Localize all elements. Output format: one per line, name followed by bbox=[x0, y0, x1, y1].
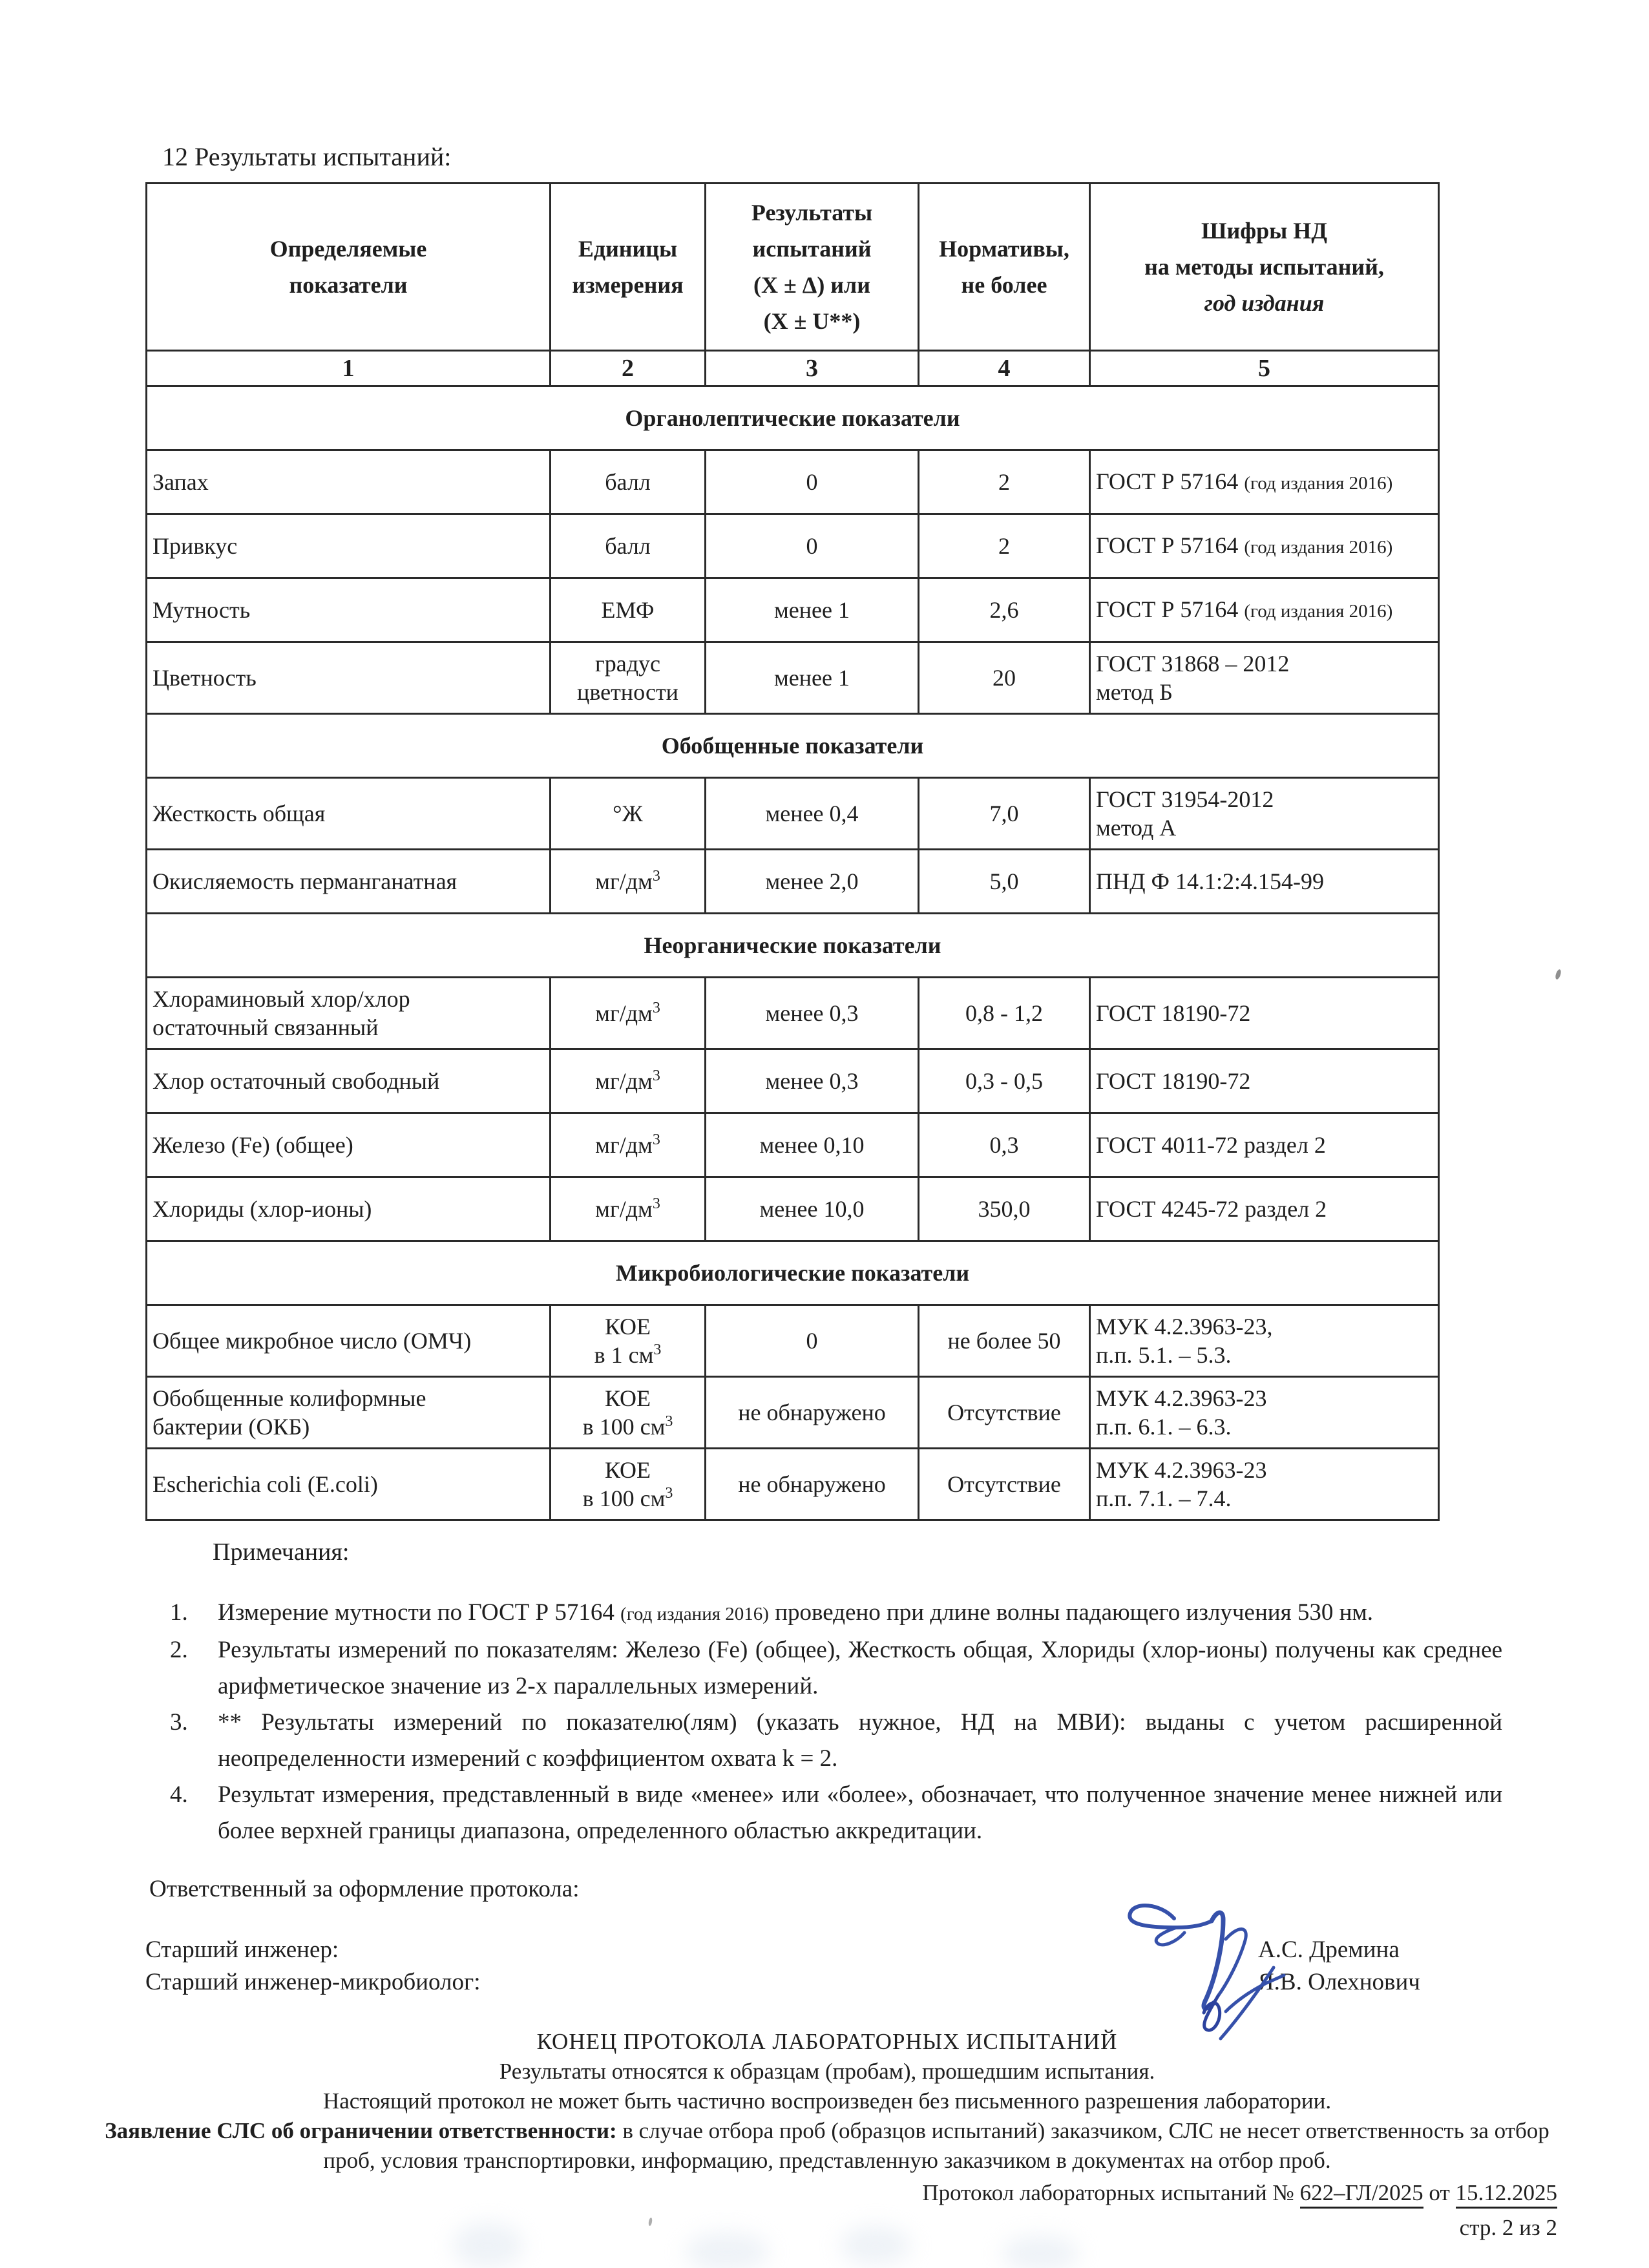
section-title-cell: Обобщенные показатели bbox=[147, 714, 1439, 778]
scan-artifact bbox=[840, 2226, 911, 2265]
cell-result: 0 bbox=[706, 450, 919, 514]
cell-result: 0 bbox=[706, 1305, 919, 1377]
cell-indicator bbox=[147, 850, 551, 914]
cell-result: не обнаружено bbox=[706, 1377, 919, 1449]
note-small-text: (год издания 2016) bbox=[620, 1604, 769, 1624]
note-number: 4. bbox=[170, 1781, 188, 1808]
cell-indicator bbox=[147, 1449, 551, 1520]
signature-role: Старший инженер: bbox=[145, 1937, 339, 1963]
footer-line: Настоящий протокол не может быть частично воспроизведен без письменного разрешения лаборатории. bbox=[322, 2088, 1332, 2114]
method-line bbox=[1096, 467, 1433, 498]
note-text bbox=[218, 1632, 1502, 1705]
indicator-line: Обобщенные колиформные bbox=[152, 1385, 426, 1411]
indicator-line: Цветность bbox=[152, 665, 257, 691]
cell-indicator bbox=[147, 1049, 551, 1113]
table-row bbox=[147, 978, 1439, 1049]
cell-indicator bbox=[147, 1377, 551, 1449]
section-row bbox=[147, 914, 1439, 978]
cell-indicator bbox=[147, 642, 551, 714]
method-text: ПНД Ф 14.1:2:4.154-99 bbox=[1096, 868, 1324, 894]
cell-indicator bbox=[147, 578, 551, 642]
unit-line: градус bbox=[594, 651, 661, 677]
cell-method bbox=[1090, 1049, 1439, 1113]
method-text: ГОСТ 31868 – 2012 bbox=[1096, 651, 1290, 677]
notes-list bbox=[170, 1595, 1502, 1849]
indicator-line: Хлориды (хлор-ионы) bbox=[152, 1196, 372, 1222]
method-text: МУК 4.2.3963-23, bbox=[1096, 1314, 1273, 1339]
unit-line: КОЕ bbox=[604, 1457, 651, 1483]
cell-result: менее 1 bbox=[706, 642, 919, 714]
indicator-line: Escherichia coli (E.coli) bbox=[152, 1471, 378, 1497]
method-text: ГОСТ 18190-72 bbox=[1096, 1000, 1251, 1026]
cell-norm: 0,8 - 1,2 bbox=[919, 978, 1090, 1049]
section-title-cell: Неорганические показатели bbox=[147, 914, 1439, 978]
cell-method bbox=[1090, 978, 1439, 1049]
note-segment: проведено при длине волны падающего излучения 530 нм. bbox=[768, 1599, 1374, 1626]
method-line bbox=[1096, 1195, 1433, 1223]
disclaimer-text: в случае отбора проб (образцов испытаний) заказчиком, СЛС не несет ответственность за отбор проб, условия транспортировки, информацию, представленную заказчиком в документах на отбор проб. bbox=[323, 2118, 1549, 2173]
cell-method bbox=[1090, 1113, 1439, 1177]
method-line bbox=[1096, 1456, 1433, 1484]
header-line: Определяемые bbox=[269, 236, 427, 262]
unit-line: ЕМФ bbox=[601, 597, 655, 623]
signature-row bbox=[145, 1966, 1509, 1999]
cell-unit bbox=[551, 1449, 706, 1520]
method-text: ГОСТ 4011-72 раздел 2 bbox=[1096, 1132, 1326, 1158]
protocol-prefix: Протокол лабораторных испытаний № bbox=[922, 2180, 1300, 2205]
method-line bbox=[1096, 1131, 1433, 1159]
cell-indicator bbox=[147, 514, 551, 578]
unit-line: цветности bbox=[577, 679, 678, 705]
cell-norm: 2 bbox=[919, 450, 1090, 514]
unit-line: в 100 $см^3$ bbox=[582, 1485, 673, 1511]
note-segment: Результат измерения, представленный в виде «менее» или «более», обозначает, что полученное значение менее нижней или более верхней границы диапазона, определенного областью аккредитации. bbox=[218, 1781, 1502, 1844]
method-line bbox=[1096, 867, 1433, 896]
table-header-row bbox=[147, 184, 1439, 351]
cell-unit bbox=[551, 578, 706, 642]
table-row bbox=[147, 778, 1439, 850]
method-text: ГОСТ Р 57164 bbox=[1096, 596, 1245, 622]
table-row bbox=[147, 1449, 1439, 1520]
cell-method bbox=[1090, 578, 1439, 642]
cell-indicator bbox=[147, 778, 551, 850]
unit-line: $мг/дм^3$ bbox=[595, 1195, 660, 1222]
cell-unit bbox=[551, 778, 706, 850]
unit-line: $мг/дм^3$ bbox=[595, 1000, 660, 1026]
signature-name: Я.В. Олехнович bbox=[1258, 1969, 1420, 1995]
header-line: (X ± U**) bbox=[763, 308, 861, 334]
header-line: не более bbox=[961, 272, 1047, 298]
cell-norm: не более 50 bbox=[919, 1305, 1090, 1377]
section-title-cell: Органолептические показатели bbox=[147, 386, 1439, 450]
footer-line: Результаты относятся к образцам (пробам), прошедшим испытания. bbox=[499, 2059, 1155, 2084]
cell-method bbox=[1090, 642, 1439, 714]
cell-unit bbox=[551, 1177, 706, 1241]
cell-unit bbox=[551, 1113, 706, 1177]
header-line: измерения bbox=[572, 272, 684, 298]
header-line: Нормативы, bbox=[939, 236, 1069, 262]
cell-unit bbox=[551, 850, 706, 914]
method-line bbox=[1096, 649, 1433, 678]
header-cell bbox=[706, 184, 919, 351]
column-number: 4 bbox=[919, 351, 1090, 386]
table-row bbox=[147, 642, 1439, 714]
table-row bbox=[147, 578, 1439, 642]
method-line bbox=[1096, 595, 1433, 625]
indicator-line: Жесткость общая bbox=[152, 801, 326, 826]
cell-norm: 5,0 bbox=[919, 850, 1090, 914]
signature-role: Старший инженер-микробиолог: bbox=[145, 1969, 481, 1995]
cell-norm: 2,6 bbox=[919, 578, 1090, 642]
cell-unit bbox=[551, 1305, 706, 1377]
results-table bbox=[145, 182, 1440, 1521]
cell-method bbox=[1090, 450, 1439, 514]
table-row bbox=[147, 514, 1439, 578]
header-line: Шифры НД bbox=[1201, 218, 1328, 244]
cell-method bbox=[1090, 1305, 1439, 1377]
indicator-line: Мутность bbox=[152, 597, 251, 623]
protocol-number: 622–ГЛ/2025 bbox=[1300, 2180, 1423, 2209]
note-number: 2. bbox=[170, 1637, 188, 1663]
section-title: 12 Результаты испытаний: bbox=[162, 142, 452, 171]
table-row bbox=[147, 1113, 1439, 1177]
footer-block bbox=[97, 2027, 1557, 2243]
method-line bbox=[1096, 1067, 1433, 1095]
indicator-line: Привкус bbox=[152, 533, 238, 559]
method-line bbox=[1096, 1312, 1433, 1341]
signature-block bbox=[145, 1934, 1509, 1999]
header-line: год издания bbox=[1204, 290, 1325, 316]
unit-line: $мг/дм^3$ bbox=[595, 1131, 660, 1158]
note-segment: Измерение мутности по ГОСТ Р 57164 bbox=[218, 1599, 621, 1626]
method-line bbox=[1096, 1484, 1433, 1513]
column-number: 1 bbox=[147, 351, 551, 386]
method-text: ГОСТ 4245-72 раздел 2 bbox=[1096, 1196, 1327, 1222]
cell-norm: 350,0 bbox=[919, 1177, 1090, 1241]
cell-method bbox=[1090, 514, 1439, 578]
column-number: 5 bbox=[1090, 351, 1439, 386]
protocol-mid: от bbox=[1423, 2180, 1456, 2205]
indicator-line: Окисляемость перманганатная bbox=[152, 868, 457, 894]
cell-result: менее 10,0 bbox=[706, 1177, 919, 1241]
header-cell bbox=[1090, 184, 1439, 351]
unit-line: балл bbox=[605, 469, 651, 495]
indicator-line: бактерии (ОКБ) bbox=[152, 1414, 310, 1440]
cell-norm: 20 bbox=[919, 642, 1090, 714]
cell-norm: 0,3 - 0,5 bbox=[919, 1049, 1090, 1113]
method-line bbox=[1096, 785, 1433, 814]
indicator-line: Железо (Fe) (общее) bbox=[152, 1132, 353, 1158]
cell-unit bbox=[551, 514, 706, 578]
signature-name: А.С. Дремина bbox=[1258, 1937, 1400, 1963]
indicator-line: остаточный связанный bbox=[152, 1014, 379, 1040]
cell-unit bbox=[551, 978, 706, 1049]
method-line bbox=[1096, 999, 1433, 1027]
column-number: 2 bbox=[551, 351, 706, 386]
section-row bbox=[147, 714, 1439, 778]
method-line bbox=[1096, 1384, 1433, 1412]
section-row bbox=[147, 386, 1439, 450]
note-item bbox=[170, 1595, 1502, 1632]
unit-line: в 1 $см^3$ bbox=[594, 1341, 662, 1368]
unit-line: КОЕ bbox=[604, 1314, 651, 1339]
cell-norm: Отсутствие bbox=[919, 1449, 1090, 1520]
note-number: 3. bbox=[170, 1709, 188, 1736]
signature-row bbox=[145, 1934, 1509, 1966]
note-item bbox=[170, 1777, 1502, 1849]
cell-unit bbox=[551, 642, 706, 714]
table-row bbox=[147, 1305, 1439, 1377]
header-line: испытаний bbox=[752, 236, 872, 262]
cell-indicator bbox=[147, 1113, 551, 1177]
method-text: п.п. 5.1. – 5.3. bbox=[1096, 1342, 1232, 1368]
cell-result: 0 bbox=[706, 514, 919, 578]
scan-artifact bbox=[685, 2232, 769, 2268]
method-small-text: (год издания 2016) bbox=[1244, 472, 1393, 494]
unit-line: в 100 $см^3$ bbox=[582, 1413, 673, 1440]
header-line: (X ± Δ) или bbox=[753, 272, 870, 298]
cell-unit bbox=[551, 450, 706, 514]
unit-line: КОЕ bbox=[604, 1385, 651, 1411]
cell-indicator bbox=[147, 450, 551, 514]
scan-artifact bbox=[452, 2223, 523, 2268]
note-segment: ** Результаты измерений по показателю(лям) (указать нужное, НД на МВИ): выданы с учетом расширенной неопределенности измерений с коэффициентом охвата k = 2. bbox=[218, 1709, 1502, 1772]
cell-norm: Отсутствие bbox=[919, 1377, 1090, 1449]
header-line: на методы испытаний, bbox=[1144, 254, 1384, 280]
cell-result: не обнаружено bbox=[706, 1449, 919, 1520]
disclaimer-bold: Заявление СЛС об ограничении ответственности: bbox=[105, 2118, 617, 2143]
table-row bbox=[147, 850, 1439, 914]
method-text: МУК 4.2.3963-23 bbox=[1096, 1385, 1267, 1411]
header-line: Единицы bbox=[578, 236, 678, 262]
results-table-head bbox=[147, 184, 1439, 386]
method-text: ГОСТ 18190-72 bbox=[1096, 1068, 1251, 1094]
section-row bbox=[147, 1241, 1439, 1305]
scan-artifact bbox=[1002, 2236, 1079, 2268]
column-number: 3 bbox=[706, 351, 919, 386]
indicator-line: Хлораминовый хлор/хлор bbox=[152, 986, 410, 1012]
method-line bbox=[1096, 1412, 1433, 1441]
section-title-cell: Микробиологические показатели bbox=[147, 1241, 1439, 1305]
cell-result: менее 2,0 bbox=[706, 850, 919, 914]
method-text: п.п. 7.1. – 7.4. bbox=[1096, 1486, 1232, 1511]
cell-norm: 2 bbox=[919, 514, 1090, 578]
column-number-row bbox=[147, 351, 1439, 386]
method-line bbox=[1096, 531, 1433, 562]
indicator-line: Запах bbox=[152, 469, 209, 495]
unit-line: $мг/дм^3$ bbox=[595, 868, 660, 894]
page-number: стр. 2 из 2 bbox=[1459, 2215, 1557, 2240]
note-number: 1. bbox=[170, 1599, 188, 1626]
protocol-end-line: КОНЕЦ ПРОТОКОЛА ЛАБОРАТОРНЫХ ИСПЫТАНИЙ bbox=[536, 2029, 1118, 2054]
note-item bbox=[170, 1705, 1502, 1777]
header-cell bbox=[147, 184, 551, 351]
note-text bbox=[218, 1777, 1502, 1849]
note-text bbox=[218, 1595, 1502, 1632]
table-row bbox=[147, 1049, 1439, 1113]
cell-result: менее 0,3 bbox=[706, 1049, 919, 1113]
disclaimer bbox=[97, 2116, 1557, 2176]
cell-unit bbox=[551, 1377, 706, 1449]
method-text: МУК 4.2.3963-23 bbox=[1096, 1457, 1267, 1483]
header-cell bbox=[551, 184, 706, 351]
method-text: п.п. 6.1. – 6.3. bbox=[1096, 1414, 1232, 1440]
table-row bbox=[147, 1377, 1439, 1449]
method-text: ГОСТ Р 57164 bbox=[1096, 468, 1245, 494]
method-line bbox=[1096, 814, 1433, 842]
method-line bbox=[1096, 678, 1433, 706]
unit-line: балл bbox=[605, 533, 651, 559]
page-content bbox=[105, 0, 1557, 2243]
cell-unit bbox=[551, 1049, 706, 1113]
method-line bbox=[1096, 1341, 1433, 1369]
unit-line: °Ж bbox=[613, 801, 643, 826]
header-cell bbox=[919, 184, 1090, 351]
responsible-heading: Ответственный за оформление протокола: bbox=[149, 1876, 580, 1902]
method-text: метод Б bbox=[1096, 679, 1173, 705]
scan-artifact bbox=[1555, 969, 1562, 980]
table-row bbox=[147, 450, 1439, 514]
cell-method bbox=[1090, 1377, 1439, 1449]
cell-result: менее 0,10 bbox=[706, 1113, 919, 1177]
header-line: Результаты bbox=[751, 200, 873, 226]
cell-method bbox=[1090, 1449, 1439, 1520]
note-segment: Результаты измерений по показателям: Железо (Fe) (общее), Жесткость общая, Хлориды (хлор-ионы) получены как среднее арифметическое значение из 2-х параллельных измерений. bbox=[218, 1637, 1502, 1699]
method-small-text: (год издания 2016) bbox=[1244, 536, 1393, 558]
table-row bbox=[147, 1177, 1439, 1241]
cell-result: менее 0,3 bbox=[706, 978, 919, 1049]
protocol-reference-line bbox=[97, 2178, 1557, 2208]
indicator-line: Общее микробное число (ОМЧ) bbox=[152, 1328, 472, 1354]
method-text: ГОСТ Р 57164 bbox=[1096, 532, 1245, 558]
cell-norm: 7,0 bbox=[919, 778, 1090, 850]
cell-method bbox=[1090, 778, 1439, 850]
note-text bbox=[218, 1705, 1502, 1777]
note-item bbox=[170, 1632, 1502, 1705]
cell-method bbox=[1090, 1177, 1439, 1241]
cell-result: менее 1 bbox=[706, 578, 919, 642]
cell-method bbox=[1090, 850, 1439, 914]
cell-norm: 0,3 bbox=[919, 1113, 1090, 1177]
notes-label: Примечания: bbox=[213, 1538, 350, 1566]
method-small-text: (год издания 2016) bbox=[1244, 600, 1393, 622]
header-line: показатели bbox=[289, 272, 408, 298]
cell-indicator bbox=[147, 1177, 551, 1241]
cell-indicator bbox=[147, 1305, 551, 1377]
indicator-line: Хлор остаточный свободный bbox=[152, 1068, 440, 1094]
results-table-body bbox=[147, 386, 1439, 1520]
method-text: метод А bbox=[1096, 815, 1177, 841]
cell-indicator bbox=[147, 978, 551, 1049]
protocol-date: 15.12.2025 bbox=[1456, 2180, 1558, 2209]
method-text: ГОСТ 31954-2012 bbox=[1096, 786, 1274, 812]
cell-result: менее 0,4 bbox=[706, 778, 919, 850]
unit-line: $мг/дм^3$ bbox=[595, 1067, 660, 1094]
